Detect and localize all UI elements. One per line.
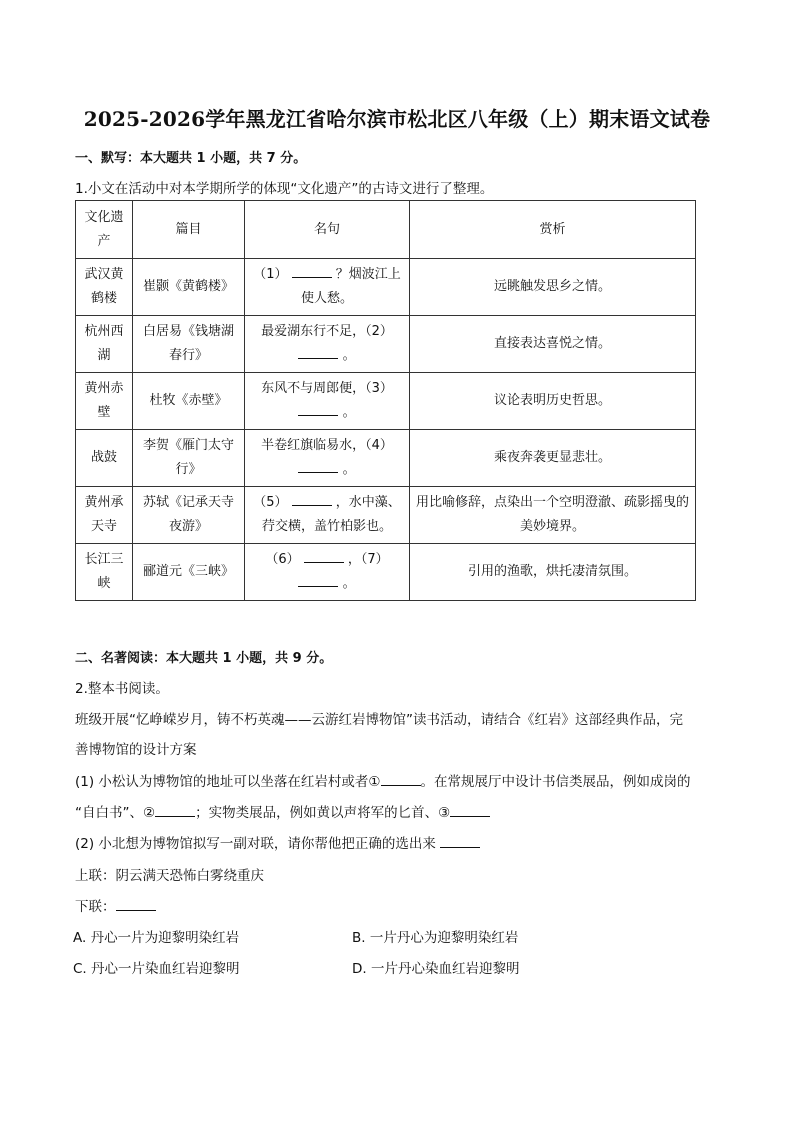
table-header-row	[76, 201, 696, 259]
table-row	[76, 544, 696, 601]
table-row	[76, 316, 696, 373]
answer-blank[interactable]	[298, 572, 338, 587]
subquestion-2: (2) 小北想为博物馆拟写一副对联，请你帮他把正确的选出来	[75, 832, 480, 852]
answer-blank[interactable]	[304, 548, 344, 563]
analysis-cell: 乘夜奔袭更显悲壮。	[410, 430, 696, 487]
subquestion-1-line-1: (1) 小松认为博物馆的地址可以坐落在红岩村或者① 。在常规展厅中设计书信类展品，例如成岗的	[75, 770, 691, 790]
answer-blank[interactable]	[440, 833, 480, 848]
answer-blank[interactable]	[116, 896, 156, 911]
answer-blank[interactable]	[381, 771, 421, 786]
heritage-cell: 战鼓	[76, 430, 133, 487]
section2-heading: 二、名著阅读：本大题共 1 小题，共 9 分。	[75, 651, 333, 666]
analysis-cell: 议论表明历史哲思。	[410, 373, 696, 430]
header-cell: 名句	[245, 201, 410, 259]
work-cell: 李贺《雁门太守行》	[133, 430, 245, 487]
verse-cell: （1） ？烟波江上使人愁。	[245, 259, 410, 316]
verse-cell: （5） ，水中藻、荇交横，盖竹柏影也。	[245, 487, 410, 544]
table-row	[76, 259, 696, 316]
option-b[interactable]: B. 一片丹心为迎黎明染红岩	[352, 930, 519, 946]
heritage-cell: 武汉黄鹤楼	[76, 259, 133, 316]
header-cell: 文化遗产	[76, 201, 133, 259]
analysis-cell: 引用的渔歌，烘托凄清氛围。	[410, 544, 696, 601]
upper-couplet: 上联：阴云满天恐怖白雾绕重庆	[75, 868, 264, 884]
intro-line-2: 善博物馆的设计方案	[75, 742, 197, 758]
analysis-cell: 直接表达喜悦之情。	[410, 316, 696, 373]
answer-blank[interactable]	[155, 802, 195, 817]
question-1: 1.小文在活动中对本学期所学的体现“文化遗产”的古诗文进行了整理。	[75, 181, 494, 197]
work-cell: 白居易《钱塘湖春行》	[133, 316, 245, 373]
page-title: 2025-2026学年黑龙江省哈尔滨市松北区八年级（上）期末语文试卷	[83, 107, 711, 131]
intro-line-1: 班级开展“忆峥嵘岁月，铸不朽英魂——云游红岩博物馆”读书活动，请结合《红岩》这部经典作品，完	[75, 712, 683, 728]
option-c[interactable]: C. 丹心一片染血红岩迎黎明	[73, 961, 240, 977]
heritage-cell: 长江三峡	[76, 544, 133, 601]
answer-blank[interactable]	[292, 263, 332, 278]
answer-blank[interactable]	[450, 802, 490, 817]
verse-cell: 最爱湖东行不足，（2） 。	[245, 316, 410, 373]
question-2: 2.整本书阅读。	[75, 681, 169, 697]
table-row	[76, 430, 696, 487]
answer-blank[interactable]	[298, 458, 338, 473]
analysis-cell: 远眺触发思乡之情。	[410, 259, 696, 316]
answer-blank[interactable]	[292, 491, 332, 506]
verse-cell: 半卷红旗临易水，（4） 。	[245, 430, 410, 487]
poetry-table	[75, 200, 696, 601]
answer-blank[interactable]	[298, 344, 338, 359]
heritage-cell: 黄州赤壁	[76, 373, 133, 430]
table-row	[76, 373, 696, 430]
work-cell: 苏轼《记承天寺夜游》	[133, 487, 245, 544]
option-a[interactable]: A. 丹心一片为迎黎明染红岩	[73, 930, 240, 946]
answer-blank[interactable]	[298, 401, 338, 416]
header-cell: 篇目	[133, 201, 245, 259]
work-cell: 崔颢《黄鹤楼》	[133, 259, 245, 316]
analysis-cell: 用比喻修辞，点染出一个空明澄澈、疏影摇曳的美妙境界。	[410, 487, 696, 544]
header-cell: 赏析	[410, 201, 696, 259]
option-d[interactable]: D. 一片丹心染血红岩迎黎明	[352, 961, 520, 977]
verse-cell: 东风不与周郎便，（3） 。	[245, 373, 410, 430]
lower-couplet: 下联：	[75, 895, 156, 915]
subquestion-1-line-2: “自白书”、② ；实物类展品，例如黄以声将军的匕首、③	[75, 801, 490, 821]
table-row	[76, 487, 696, 544]
heritage-cell: 黄州承天寺	[76, 487, 133, 544]
work-cell: 杜牧《赤壁》	[133, 373, 245, 430]
work-cell: 郦道元《三峡》	[133, 544, 245, 601]
verse-cell: （6） ，（7） 。	[245, 544, 410, 601]
section1-heading: 一、默写：本大题共 1 小题，共 7 分。	[75, 151, 307, 166]
heritage-cell: 杭州西湖	[76, 316, 133, 373]
